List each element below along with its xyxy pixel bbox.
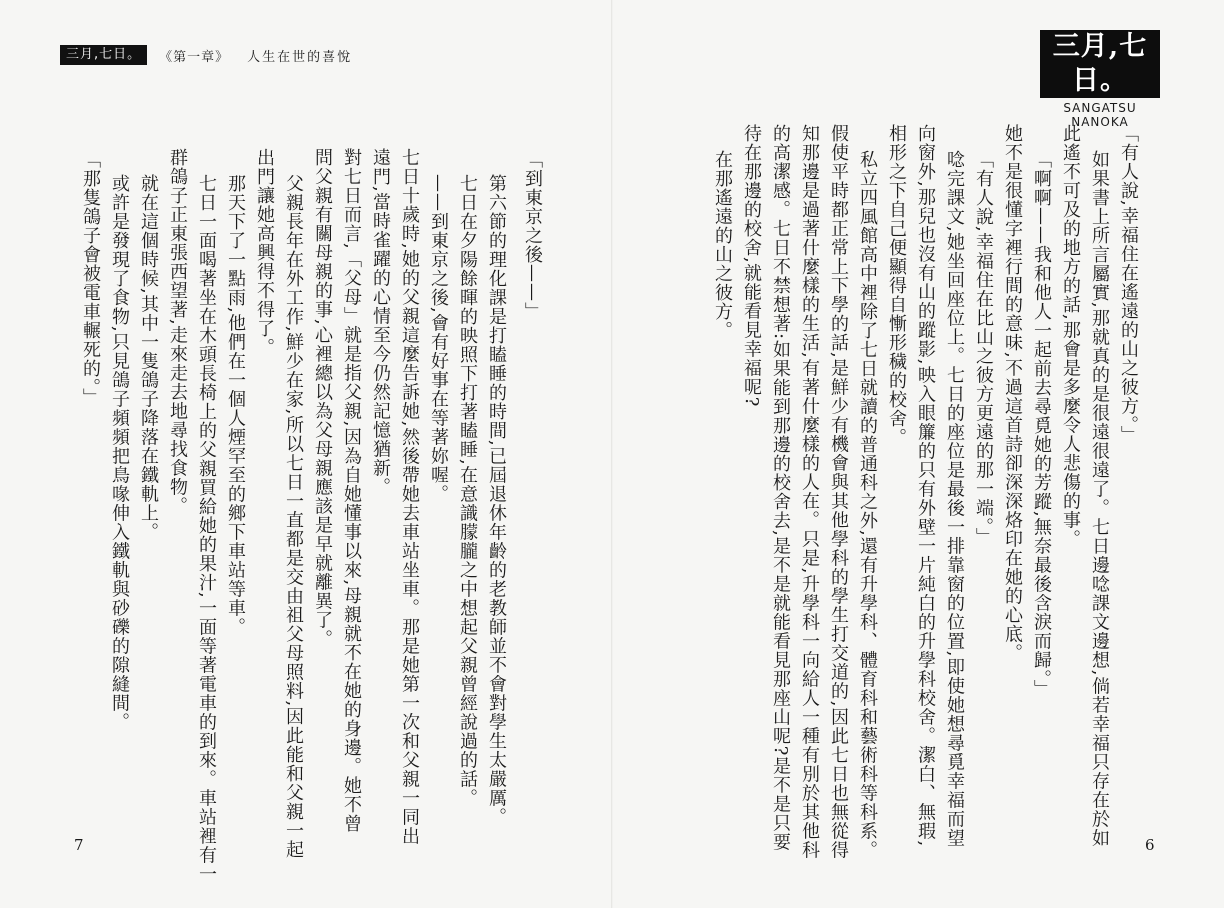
book-title-badge: 三月,七日。 <box>60 45 147 65</box>
text-column: 「那隻鴿子會被電車輾死的。」 <box>80 150 101 407</box>
chapter-label: 《第一章》 <box>159 49 230 65</box>
text-column: 父親長年在外工作,鮮少在家,所以七日一直都是交由祖父母照料,因此能和父親一起 <box>283 174 304 860</box>
text-column: 遠門,當時雀躍的心情至今仍然記憶猶新。 <box>370 148 391 497</box>
text-column: 第六節的理化課是打瞌睡的時間,已屆退休年齡的老教師並不會對學生太嚴厲。 <box>486 174 507 827</box>
text-column: 群鴿子正東張西望著,走來走去地尋找食物。 <box>167 148 188 516</box>
text-column: 如果書上所言屬實,那就真的是很遠很遠了。七日邊唸課文邊想,倘若幸福只存在於如 <box>1089 150 1110 848</box>
text-column: 問父親有關母親的事,心裡總以為父母親應該是早就離異了。 <box>312 148 333 649</box>
text-column: 在那遙遠的山之彼方。 <box>712 150 733 340</box>
text-column: 「有人說,幸福住在比山之彼方更遠的那一端。」 <box>973 150 994 547</box>
text-column: 知那邊是過著什麼樣的生活,有著什麼樣的人在。只是,升學科一向給人一種有別於其他科 <box>799 124 820 860</box>
logo-title: 三月,七日。 <box>1040 30 1160 98</box>
logo-subtitle: SANGATSU NANOKA <box>1063 101 1137 129</box>
text-column: 向窗外,那兒也沒有山的蹤影,映入眼簾的只有外壁一片純白的升學科校舍。潔白、無瑕, <box>915 124 936 848</box>
page-number: 7 <box>74 836 84 854</box>
text-column: 七日十歲時,她的父親這麼告訴她,然後帶她去車站坐車。那是她第一次和父親一同出 <box>399 148 420 846</box>
text-column: 待在那邊的校舍,就能看見幸福呢? <box>741 124 762 408</box>
text-column: 就在這個時候,其中一隻鴿子降落在鐵軌上。 <box>138 174 159 542</box>
text-column: 「有人說,幸福住在遙遠的山之彼方。」 <box>1118 124 1139 445</box>
text-column: 那天下了一點雨,他們在一個人煙罕至的鄉下車站等車。 <box>225 174 246 637</box>
chapter-subtitle: 人生在世的喜悅 <box>247 49 353 65</box>
running-header <box>60 44 352 66</box>
text-column: 假使平時都正常上下學的話,是鮮少有機會與其他學科的學生打交道的,因此七日也無從得 <box>828 124 849 860</box>
text-column: 七日在夕陽餘暉的映照下打著瞌睡,在意識朦朧之中想起父親曾經說過的話。 <box>457 174 478 808</box>
text-column: 或許是發現了食物,只見鴿子頻頻把鳥喙伸入鐵軌與砂礫的隙縫間。 <box>109 174 130 732</box>
text-column: 七日一面喝著坐在木頭長椅上的父親買給她的果汁,一面等著電車的到來。車站裡有一 <box>196 174 217 884</box>
text-column: ——到東京之後,會有好事在等著妳喔。 <box>428 174 449 504</box>
text-column: 相形之下自己便顯得自慚形穢的校舍。 <box>886 124 907 447</box>
book-logo <box>1040 30 1160 129</box>
text-column: 出門讓她高興得不得了。 <box>254 148 275 357</box>
text-column: 此遙不可及的地方的話,那會是多麼令人悲傷的事。 <box>1060 124 1081 549</box>
page-number: 6 <box>1145 836 1155 854</box>
text-column: 的高潔感。七日不禁想著:如果能到那邊的校舍去,是不是就能看見那座山呢?是不是只要 <box>770 124 791 852</box>
text-column: 對七日而言,「父母」就是指父親,因為自她懂事以來,母親就不在她的身邊。她不曾 <box>341 148 362 834</box>
text-column: 私立四風館高中裡除了七日就讀的普通科之外,還有升學科、體育科和藝術科等科系。 <box>857 150 878 860</box>
text-column: 「到東京之後——」 <box>522 150 543 321</box>
text-column: 唸完課文,她坐回座位上。七日的座位是最後一排靠窗的位置,即使她想尋覓幸福而望 <box>944 150 965 848</box>
text-column: 她不是很懂字裡行間的意味,不過這首詩卻深深烙印在她的心底。 <box>1002 124 1023 663</box>
text-column: 「啊啊——我和他人一起前去尋覓她的芳蹤,無奈最後含淚而歸。」 <box>1031 150 1052 699</box>
